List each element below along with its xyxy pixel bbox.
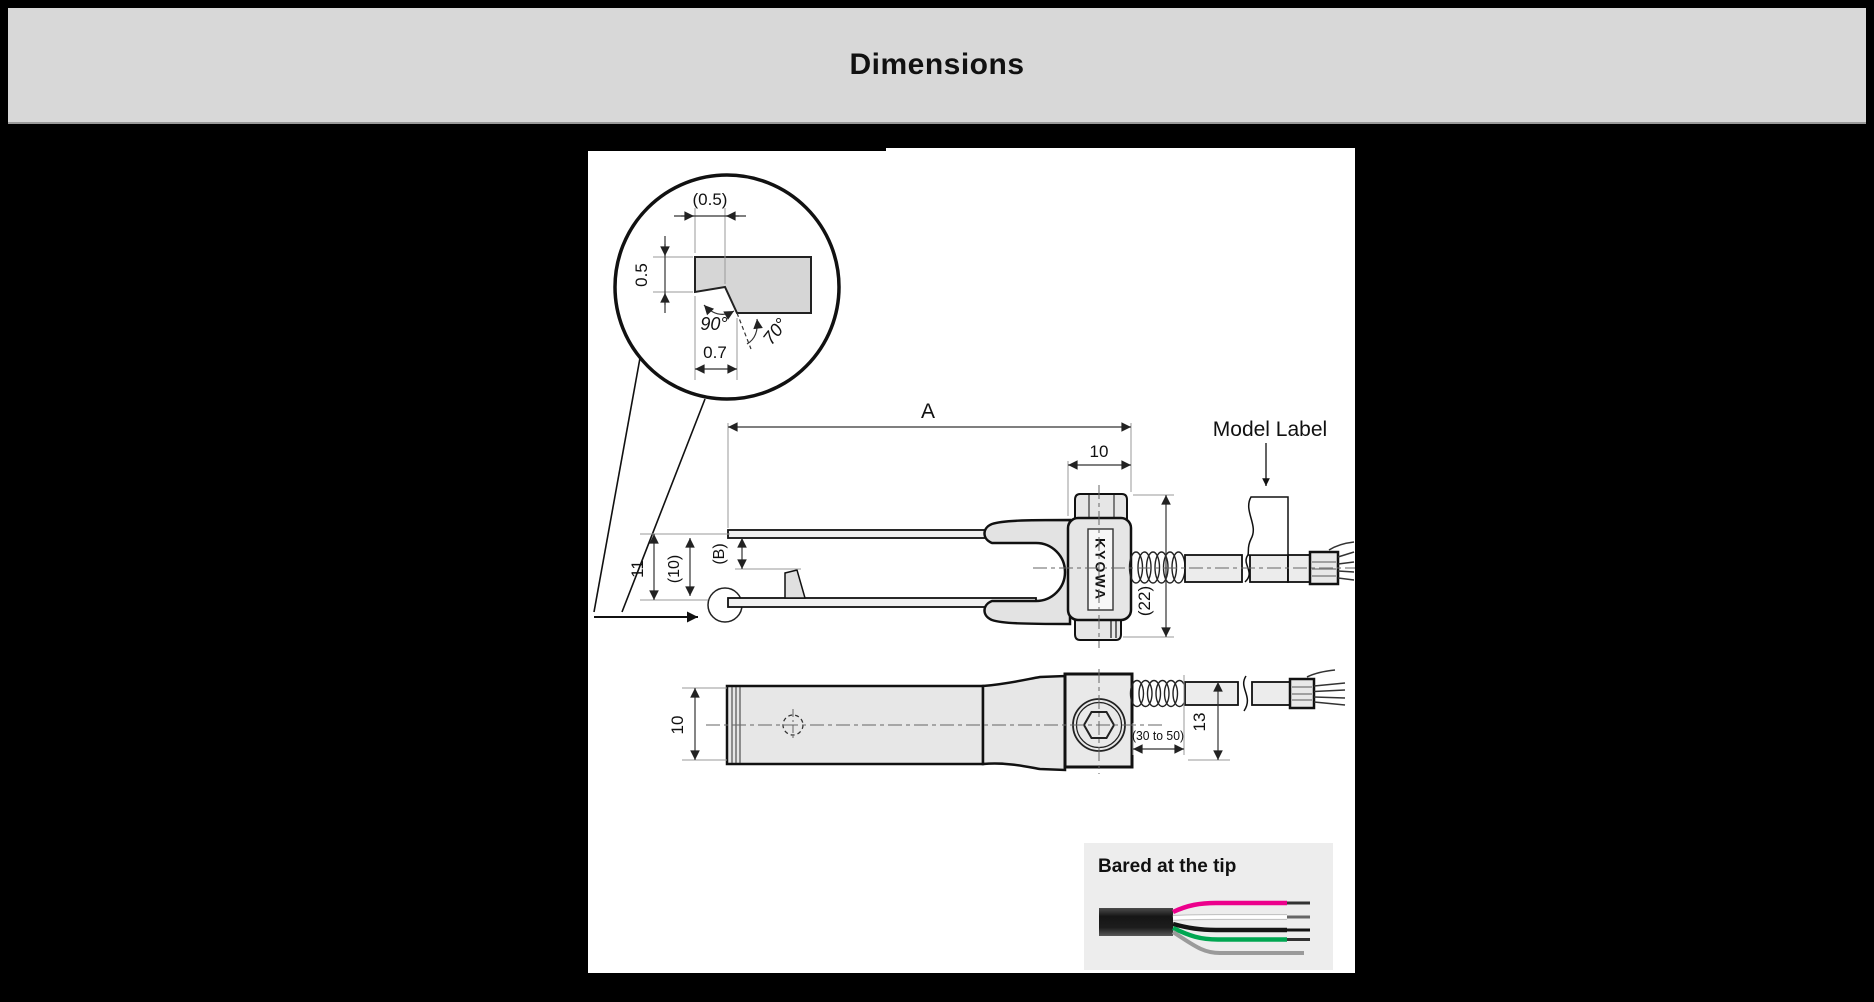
cable-sheath [1099,908,1173,936]
header-bar [8,8,1866,124]
inset-title: Bared at the tip [1098,856,1237,877]
brand-text: KYOWA [1092,538,1109,601]
model-label-text: Model Label [1212,418,1328,441]
dim-thickness: 10 [668,715,687,735]
detail-dim-width-bottom: 0.7 [703,343,727,362]
dimensions-drawing [588,148,1355,973]
cable-segment [1252,682,1290,705]
boot [983,676,1065,770]
wire-white [1173,917,1287,918]
break-line [1244,676,1248,711]
detail-angle-back: 70° [758,314,792,349]
drawing-panel [588,148,1355,973]
dim-inner-gap: (10) [666,554,683,584]
side-view [628,400,1355,648]
detail-dim-height-left: 0.5 [632,263,651,287]
coil-strain-relief-bottom [1131,681,1187,707]
dim-body-width: 10 [1089,442,1109,461]
model-label-tag [1248,497,1288,555]
fork-yoke [985,520,1071,624]
dim-coil-length: (30 to 50) [1132,729,1184,743]
dim-body-height: (22) [1135,585,1154,617]
detail-view [615,175,839,399]
detail-angle-main: 90° [700,314,728,334]
bottom-view [668,669,1345,774]
bared-tip-inset [1084,843,1333,970]
detail-dim-width-top: (0.5) [692,190,728,209]
knife-edge-tooth [785,570,805,598]
page-title: Dimensions [849,48,1025,81]
dim-outer-height: 11 [628,560,647,578]
dim-length-A: A [920,400,936,423]
bottom-nut [1075,619,1121,640]
dim-opening-B: (B) [711,543,728,565]
cable-segment [1185,682,1238,705]
dim-cable-offset: 13 [1190,712,1209,732]
panel-edge-sliver [588,148,886,151]
top-hex-nut [1075,494,1127,519]
